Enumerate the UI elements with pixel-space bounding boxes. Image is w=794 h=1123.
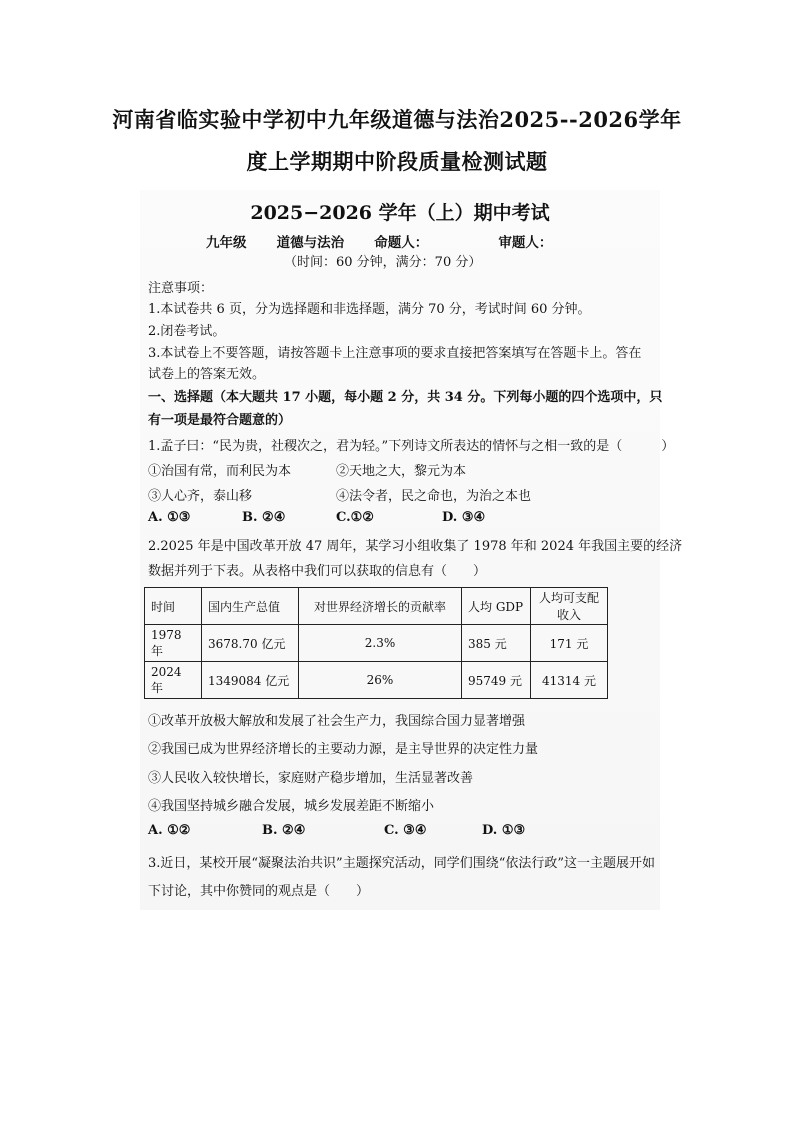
table-cell: 171 元: [531, 625, 608, 662]
q1-statement-2: ②天地之大，黎元为本: [336, 464, 467, 479]
notice-item-3-cont: 试卷上的答案无效。: [148, 367, 266, 382]
q2-stem-cont: 数据并列于下表。从表格中我们可以获取的信息有（ ）: [148, 564, 487, 579]
q2-statement-2: ②我国已成为世界经济增长的主要动力源，是主导世界的决定性力量: [148, 742, 539, 757]
scanned-exam-page: [140, 190, 683, 910]
table-row: [145, 625, 608, 662]
exam-title: 2025−2026 学年（上）期中考试: [250, 202, 550, 224]
q1-statement-4: ④法令者，民之命也，为治之本也: [336, 489, 532, 504]
table-header-cell: 时间: [145, 588, 202, 625]
q1-stem: 1.孟子曰：“民为贵，社稷次之，君为轻。”下列诗文所表达的情怀与之相一致的是（ ）: [148, 439, 675, 454]
exam-info-line: [206, 231, 578, 251]
table-header-cell: 人均可支配收入: [531, 588, 608, 625]
q2-option-c: C. ③④: [384, 823, 427, 838]
section-1-heading-cont: 有一项是最符合题意的）: [148, 413, 292, 428]
table-row: [145, 662, 608, 699]
q2-option-d: D. ①③: [482, 823, 526, 838]
economic-data-table: [144, 587, 608, 699]
table-header-cell: 国内生产总值: [202, 588, 299, 625]
q3-stem-cont: 下讨论，其中你赞同的观点是（ ）: [148, 884, 370, 899]
table-cell: 385 元: [462, 625, 531, 662]
q1-statement-1: ①治国有常，而利民为本: [148, 464, 292, 479]
reviewer-label: 审题人：: [498, 235, 553, 251]
q2-statement-3: ③人民收入较快增长，家庭财产稳步增加，生活显著改善: [148, 771, 474, 786]
table-header-cell: 对世界经济增长的贡献率: [299, 588, 462, 625]
q1-option-c: C.①②: [336, 510, 374, 525]
table-header-row: [145, 588, 608, 625]
notice-item-3: 3.本试卷上不要答题，请按答题卡上注意事项的要求直接把答案填写在答题卡上。答在: [148, 346, 642, 361]
table-header-cell: 人均 GDP: [462, 588, 531, 625]
table-cell: 2024 年: [145, 662, 202, 699]
q3-stem: 3.近日，某校开展“凝聚法治共识”主题探究活动，同学们围绕“依法行政”这一主题展开如: [148, 856, 655, 871]
q1-option-d: D. ③④: [442, 510, 486, 525]
table-cell: 26%: [299, 662, 462, 699]
notice-heading: 注意事项：: [148, 281, 214, 296]
table-cell: 95749 元: [462, 662, 531, 699]
table-cell: 3678.70 亿元: [202, 625, 299, 662]
table-cell: 41314 元: [531, 662, 608, 699]
notice-item-2: 2.闭卷考试。: [148, 324, 226, 339]
q2-statement-1: ①改革开放极大解放和发展了社会生产力，我国综合国力显著增强: [148, 714, 526, 729]
time-score-line: （时间：60 分钟，满分：70 分）: [284, 255, 482, 270]
q2-stem: 2.2025 年是中国改革开放 47 周年，某学习小组收集了 1978 年和 2024 年我国主要的经济: [148, 539, 683, 554]
q2-statement-4: ④我国坚持城乡融合发展，城乡发展差距不断缩小: [148, 799, 435, 814]
table-cell: 1349084 亿元: [202, 662, 299, 699]
document-title-line-1: 河南省临实验中学初中九年级道德与法治2025--2026学年: [112, 107, 682, 132]
section-1-heading: 一、选择题（本大题共 17 小题，每小题 2 分，共 34 分。下列每小题的四个选项中，只: [148, 390, 663, 405]
grade-label: 九年级: [206, 235, 247, 251]
q1-option-a: A. ①③: [148, 510, 191, 525]
table-cell: 2.3%: [299, 625, 462, 662]
document-title-line-2: 度上学期期中阶段质量检测试题: [246, 149, 548, 174]
table-cell: 1978 年: [145, 625, 202, 662]
q1-option-b: B. ②④: [242, 510, 286, 525]
subject-label: 道德与法治: [276, 235, 345, 251]
q1-statement-3: ③人心齐，泰山移: [148, 489, 253, 504]
q2-option-a: A. ①②: [148, 823, 191, 838]
notice-item-1: 1.本试卷共 6 页，分为选择题和非选择题，满分 70 分，考试时间 60 分钟。: [148, 302, 591, 317]
q2-option-b: B. ②④: [262, 823, 306, 838]
setter-label: 命题人：: [374, 235, 429, 251]
